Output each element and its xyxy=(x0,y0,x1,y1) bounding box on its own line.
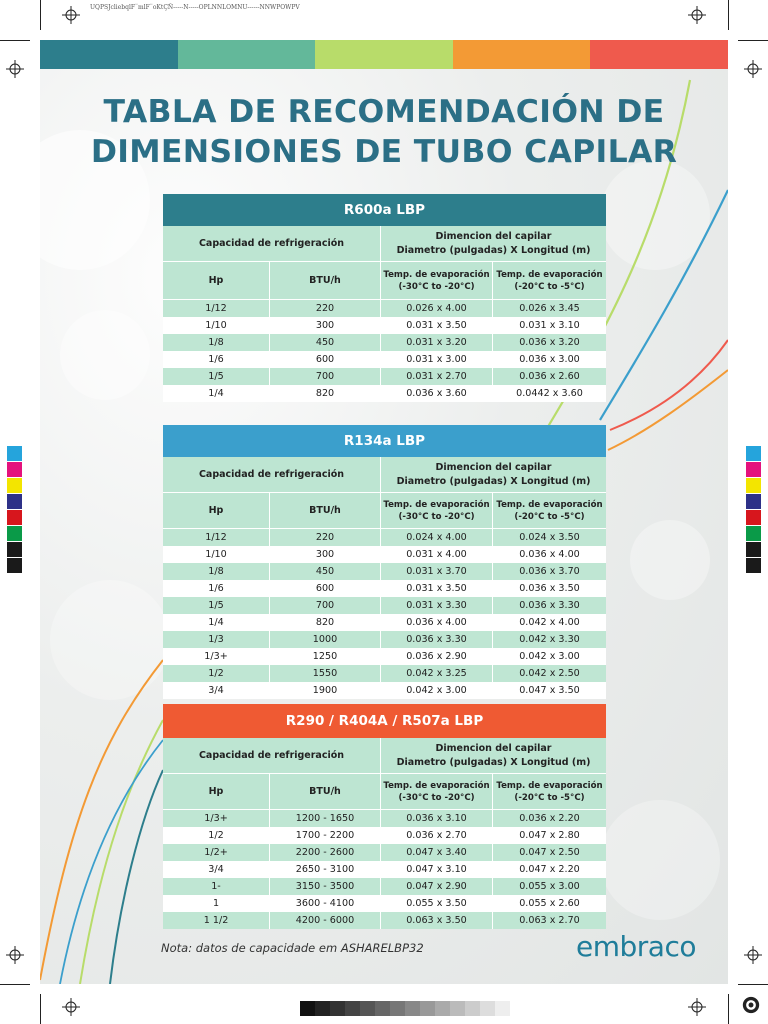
gray-swatch xyxy=(405,1001,420,1016)
header-hp: Hp xyxy=(163,262,270,299)
cell-evap-2: 0.036 x 3.50 xyxy=(493,580,606,597)
cell-btu: 300 xyxy=(270,317,381,334)
header-evap-2 xyxy=(493,493,606,528)
cell-btu: 600 xyxy=(270,580,381,597)
header-evap-2-line1: Temp. de evaporación xyxy=(496,269,603,280)
table-row xyxy=(163,368,606,385)
header-capacity: Capacidad de refrigeración xyxy=(163,738,381,773)
registration-mark-icon xyxy=(744,946,762,964)
header-evap-1 xyxy=(381,493,493,528)
cell-evap-1: 0.036 x 2.90 xyxy=(381,648,493,665)
crop-mark xyxy=(728,994,729,1024)
cell-hp: 1 xyxy=(163,895,270,912)
header-dimension-line1: Dimencion del capilar xyxy=(435,230,552,242)
cell-evap-1: 0.042 x 3.25 xyxy=(381,665,493,682)
cell-evap-1: 0.031 x 2.70 xyxy=(381,368,493,385)
gray-swatch xyxy=(300,1001,315,1016)
crop-mark xyxy=(738,984,768,985)
cell-evap-2: 0.036 x 2.20 xyxy=(493,810,606,827)
cell-evap-1: 0.031 x 3.00 xyxy=(381,351,493,368)
header-capacity: Capacidad de refrigeración xyxy=(163,457,381,492)
table-title-band: R600a LBP xyxy=(163,194,606,226)
table-row xyxy=(163,827,606,844)
cell-evap-2: 0.042 x 4.00 xyxy=(493,614,606,631)
cell-evap-1: 0.031 x 3.20 xyxy=(381,334,493,351)
header-row-top xyxy=(163,457,606,493)
crop-mark xyxy=(728,0,729,30)
gray-swatch xyxy=(375,1001,390,1016)
crop-mark xyxy=(0,984,30,985)
table-title-band: R134a LBP xyxy=(163,425,606,457)
gray-calibration-bar xyxy=(300,1001,510,1016)
header-evap-2-line2: (-20°C to -5°C) xyxy=(514,792,585,803)
cell-hp: 1/5 xyxy=(163,597,270,614)
cell-btu: 700 xyxy=(270,368,381,385)
header-row-top xyxy=(163,738,606,774)
cell-btu: 3600 - 4100 xyxy=(270,895,381,912)
gray-swatch xyxy=(465,1001,480,1016)
color-swatch xyxy=(7,510,22,526)
cell-hp: 1/4 xyxy=(163,385,270,402)
color-swatch xyxy=(746,462,761,478)
table-row xyxy=(163,385,606,402)
page-title xyxy=(40,92,728,172)
header-evap-2 xyxy=(493,774,606,809)
cell-evap-2: 0.036 x 3.00 xyxy=(493,351,606,368)
cell-btu: 1550 xyxy=(270,665,381,682)
cell-btu: 4200 - 6000 xyxy=(270,912,381,929)
cell-evap-2: 0.036 x 3.30 xyxy=(493,597,606,614)
header-hp: Hp xyxy=(163,774,270,809)
header-dimension-line2: Diametro (pulgadas) X Longitud (m) xyxy=(396,475,591,487)
color-swatch xyxy=(7,558,22,574)
cell-btu: 1200 - 1650 xyxy=(270,810,381,827)
cell-hp: 1/2 xyxy=(163,665,270,682)
cell-btu: 1000 xyxy=(270,631,381,648)
table-body xyxy=(163,529,606,699)
registration-mark-icon xyxy=(6,946,24,964)
cell-hp: 1/5 xyxy=(163,368,270,385)
table-body xyxy=(163,810,606,929)
cell-evap-1: 0.047 x 3.40 xyxy=(381,844,493,861)
table-row xyxy=(163,861,606,878)
cell-evap-2: 0.055 x 2.60 xyxy=(493,895,606,912)
registration-mark-icon xyxy=(688,998,706,1016)
cell-hp: 1/3+ xyxy=(163,648,270,665)
cell-hp: 1/12 xyxy=(163,529,270,546)
gray-swatch xyxy=(435,1001,450,1016)
cell-evap-1: 0.063 x 3.50 xyxy=(381,912,493,929)
cell-btu: 2650 - 3100 xyxy=(270,861,381,878)
table-row xyxy=(163,878,606,895)
header-row-columns xyxy=(163,262,606,300)
header-dimension-line2: Diametro (pulgadas) X Longitud (m) xyxy=(396,756,591,768)
cell-evap-1: 0.036 x 2.70 xyxy=(381,827,493,844)
table-row xyxy=(163,895,606,912)
header-dimension xyxy=(381,738,606,773)
color-swatch xyxy=(746,542,761,558)
cell-btu: 820 xyxy=(270,385,381,402)
gray-swatch xyxy=(450,1001,465,1016)
cell-evap-2: 0.047 x 2.80 xyxy=(493,827,606,844)
table-row xyxy=(163,844,606,861)
cell-evap-2: 0.031 x 3.10 xyxy=(493,317,606,334)
cell-hp: 1 1/2 xyxy=(163,912,270,929)
table-row xyxy=(163,580,606,597)
cell-hp: 1/2+ xyxy=(163,844,270,861)
cell-hp: 1/3 xyxy=(163,631,270,648)
header-evap-1-line1: Temp. de evaporación xyxy=(383,499,490,510)
header-evap-2-line1: Temp. de evaporación xyxy=(496,780,603,791)
cell-evap-1: 0.031 x 3.50 xyxy=(381,317,493,334)
embraco-logo: embraco xyxy=(576,930,696,963)
color-swatch xyxy=(746,494,761,510)
registration-mark-icon xyxy=(62,6,80,24)
header-evap-2-line1: Temp. de evaporación xyxy=(496,499,603,510)
cell-evap-2: 0.042 x 3.00 xyxy=(493,648,606,665)
cell-btu: 600 xyxy=(270,351,381,368)
table-row xyxy=(163,665,606,682)
cell-btu: 2200 - 2600 xyxy=(270,844,381,861)
cell-btu: 220 xyxy=(270,529,381,546)
table-row xyxy=(163,810,606,827)
header-evap-1-line1: Temp. de evaporación xyxy=(383,269,490,280)
header-dimension xyxy=(381,226,606,261)
cell-btu: 220 xyxy=(270,300,381,317)
registration-mark-icon xyxy=(688,6,706,24)
title-line-2: DIMENSIONES DE TUBO CAPILAR xyxy=(90,134,678,170)
print-slug-text: UQPSJcliebqlF¨mlF¨oKtÇÑ-----N-----OPLNNLOMNU------NNWPOWPV xyxy=(90,4,300,11)
cell-evap-1: 0.047 x 2.90 xyxy=(381,878,493,895)
cell-btu: 3150 - 3500 xyxy=(270,878,381,895)
cell-evap-1: 0.024 x 4.00 xyxy=(381,529,493,546)
header-evap-1-line1: Temp. de evaporación xyxy=(383,780,490,791)
table-body xyxy=(163,300,606,402)
cell-evap-1: 0.026 x 4.00 xyxy=(381,300,493,317)
color-swatch xyxy=(7,542,22,558)
gray-swatch xyxy=(495,1001,510,1016)
color-calibration-bar-left xyxy=(7,446,22,574)
cell-btu: 300 xyxy=(270,546,381,563)
registration-mark-icon xyxy=(62,998,80,1016)
cell-hp: 1/12 xyxy=(163,300,270,317)
crop-mark xyxy=(40,994,41,1024)
header-dimension-line2: Diametro (pulgadas) X Longitud (m) xyxy=(396,244,591,256)
cell-btu: 1250 xyxy=(270,648,381,665)
header-dimension-line1: Dimencion del capilar xyxy=(435,461,552,473)
cell-evap-2: 0.047 x 3.50 xyxy=(493,682,606,699)
color-swatch xyxy=(746,510,761,526)
cell-hp: 1/3+ xyxy=(163,810,270,827)
table-r600a xyxy=(163,194,606,402)
color-swatch xyxy=(7,462,22,478)
cell-evap-2: 0.026 x 3.45 xyxy=(493,300,606,317)
cell-evap-2: 0.036 x 4.00 xyxy=(493,546,606,563)
registration-mark-icon xyxy=(6,60,24,78)
header-evap-2 xyxy=(493,262,606,299)
cell-hp: 1- xyxy=(163,878,270,895)
cell-evap-2: 0.042 x 2.50 xyxy=(493,665,606,682)
cell-evap-2: 0.036 x 2.60 xyxy=(493,368,606,385)
cell-evap-1: 0.036 x 3.30 xyxy=(381,631,493,648)
cell-evap-1: 0.036 x 3.60 xyxy=(381,385,493,402)
cell-evap-1: 0.031 x 3.70 xyxy=(381,563,493,580)
color-swatch xyxy=(7,526,22,542)
color-swatch xyxy=(7,478,22,494)
cell-evap-1: 0.047 x 3.10 xyxy=(381,861,493,878)
cell-evap-2: 0.047 x 2.50 xyxy=(493,844,606,861)
header-evap-2-line2: (-20°C to -5°C) xyxy=(514,511,585,522)
color-swatch xyxy=(7,446,22,462)
cell-btu: 820 xyxy=(270,614,381,631)
cell-evap-1: 0.036 x 4.00 xyxy=(381,614,493,631)
cell-btu: 1700 - 2200 xyxy=(270,827,381,844)
color-swatch xyxy=(746,478,761,494)
cell-btu: 1900 xyxy=(270,682,381,699)
header-hp: Hp xyxy=(163,493,270,528)
cell-evap-1: 0.031 x 3.50 xyxy=(381,580,493,597)
table-row xyxy=(163,912,606,929)
title-line-1: TABLA DE RECOMENDACIÓN DE xyxy=(103,94,665,130)
table-title-band: R290 / R404A / R507a LBP xyxy=(163,704,606,738)
cell-btu: 450 xyxy=(270,334,381,351)
cell-evap-2: 0.063 x 2.70 xyxy=(493,912,606,929)
cell-hp: 1/6 xyxy=(163,351,270,368)
header-capacity: Capacidad de refrigeración xyxy=(163,226,381,261)
cell-evap-1: 0.042 x 3.00 xyxy=(381,682,493,699)
table-row xyxy=(163,317,606,334)
header-dimension-line1: Dimencion del capilar xyxy=(435,742,552,754)
cell-evap-2: 0.042 x 3.30 xyxy=(493,631,606,648)
table-row xyxy=(163,648,606,665)
color-swatch xyxy=(746,558,761,574)
cell-hp: 1/10 xyxy=(163,317,270,334)
cell-evap-1: 0.031 x 3.30 xyxy=(381,597,493,614)
table-r290-r404a-r507a xyxy=(163,704,606,929)
table-row xyxy=(163,631,606,648)
cell-evap-2: 0.047 x 2.20 xyxy=(493,861,606,878)
cell-evap-2: 0.036 x 3.70 xyxy=(493,563,606,580)
cell-hp: 3/4 xyxy=(163,861,270,878)
table-row xyxy=(163,300,606,317)
registration-mark-icon xyxy=(744,60,762,78)
cell-hp: 1/4 xyxy=(163,614,270,631)
table-row xyxy=(163,546,606,563)
color-swatch xyxy=(746,446,761,462)
header-btu: BTU/h xyxy=(270,262,381,299)
gray-swatch xyxy=(420,1001,435,1016)
header-evap-1 xyxy=(381,262,493,299)
table-row xyxy=(163,563,606,580)
gray-swatch xyxy=(330,1001,345,1016)
cell-hp: 1/10 xyxy=(163,546,270,563)
table-row xyxy=(163,351,606,368)
registration-target-icon xyxy=(742,996,764,1018)
gray-swatch xyxy=(315,1001,330,1016)
table-row xyxy=(163,597,606,614)
crop-mark xyxy=(738,40,768,41)
cell-hp: 1/8 xyxy=(163,563,270,580)
cell-hp: 1/6 xyxy=(163,580,270,597)
header-row-columns xyxy=(163,493,606,529)
cell-evap-1: 0.031 x 4.00 xyxy=(381,546,493,563)
crop-mark xyxy=(0,40,30,41)
cell-hp: 1/2 xyxy=(163,827,270,844)
header-evap-1-line2: (-30°C to -20°C) xyxy=(398,281,475,292)
gray-swatch xyxy=(480,1001,495,1016)
gray-swatch xyxy=(360,1001,375,1016)
cell-btu: 700 xyxy=(270,597,381,614)
gray-swatch xyxy=(390,1001,405,1016)
cell-evap-1: 0.055 x 3.50 xyxy=(381,895,493,912)
header-row-top xyxy=(163,226,606,262)
cell-hp: 1/8 xyxy=(163,334,270,351)
table-row xyxy=(163,529,606,546)
color-swatch xyxy=(746,526,761,542)
footnote: Nota: datos de capacidade em ASHARELBP32 xyxy=(161,941,424,955)
header-evap-1-line2: (-30°C to -20°C) xyxy=(398,792,475,803)
poster-sheet xyxy=(40,40,728,984)
header-btu: BTU/h xyxy=(270,774,381,809)
table-r134a xyxy=(163,425,606,699)
cell-evap-2: 0.024 x 3.50 xyxy=(493,529,606,546)
gray-swatch xyxy=(345,1001,360,1016)
color-calibration-bar-right xyxy=(746,446,761,574)
header-evap-2-line2: (-20°C to -5°C) xyxy=(514,281,585,292)
color-swatch xyxy=(7,494,22,510)
crop-mark xyxy=(40,0,41,30)
cell-evap-2: 0.055 x 3.00 xyxy=(493,878,606,895)
table-row xyxy=(163,614,606,631)
header-evap-1-line2: (-30°C to -20°C) xyxy=(398,511,475,522)
cell-hp: 3/4 xyxy=(163,682,270,699)
cell-evap-2: 0.0442 x 3.60 xyxy=(493,385,606,402)
header-row-columns xyxy=(163,774,606,810)
header-btu: BTU/h xyxy=(270,493,381,528)
cell-evap-1: 0.036 x 3.10 xyxy=(381,810,493,827)
table-row xyxy=(163,682,606,699)
cell-evap-2: 0.036 x 3.20 xyxy=(493,334,606,351)
cell-btu: 450 xyxy=(270,563,381,580)
table-row xyxy=(163,334,606,351)
header-dimension xyxy=(381,457,606,492)
header-evap-1 xyxy=(381,774,493,809)
